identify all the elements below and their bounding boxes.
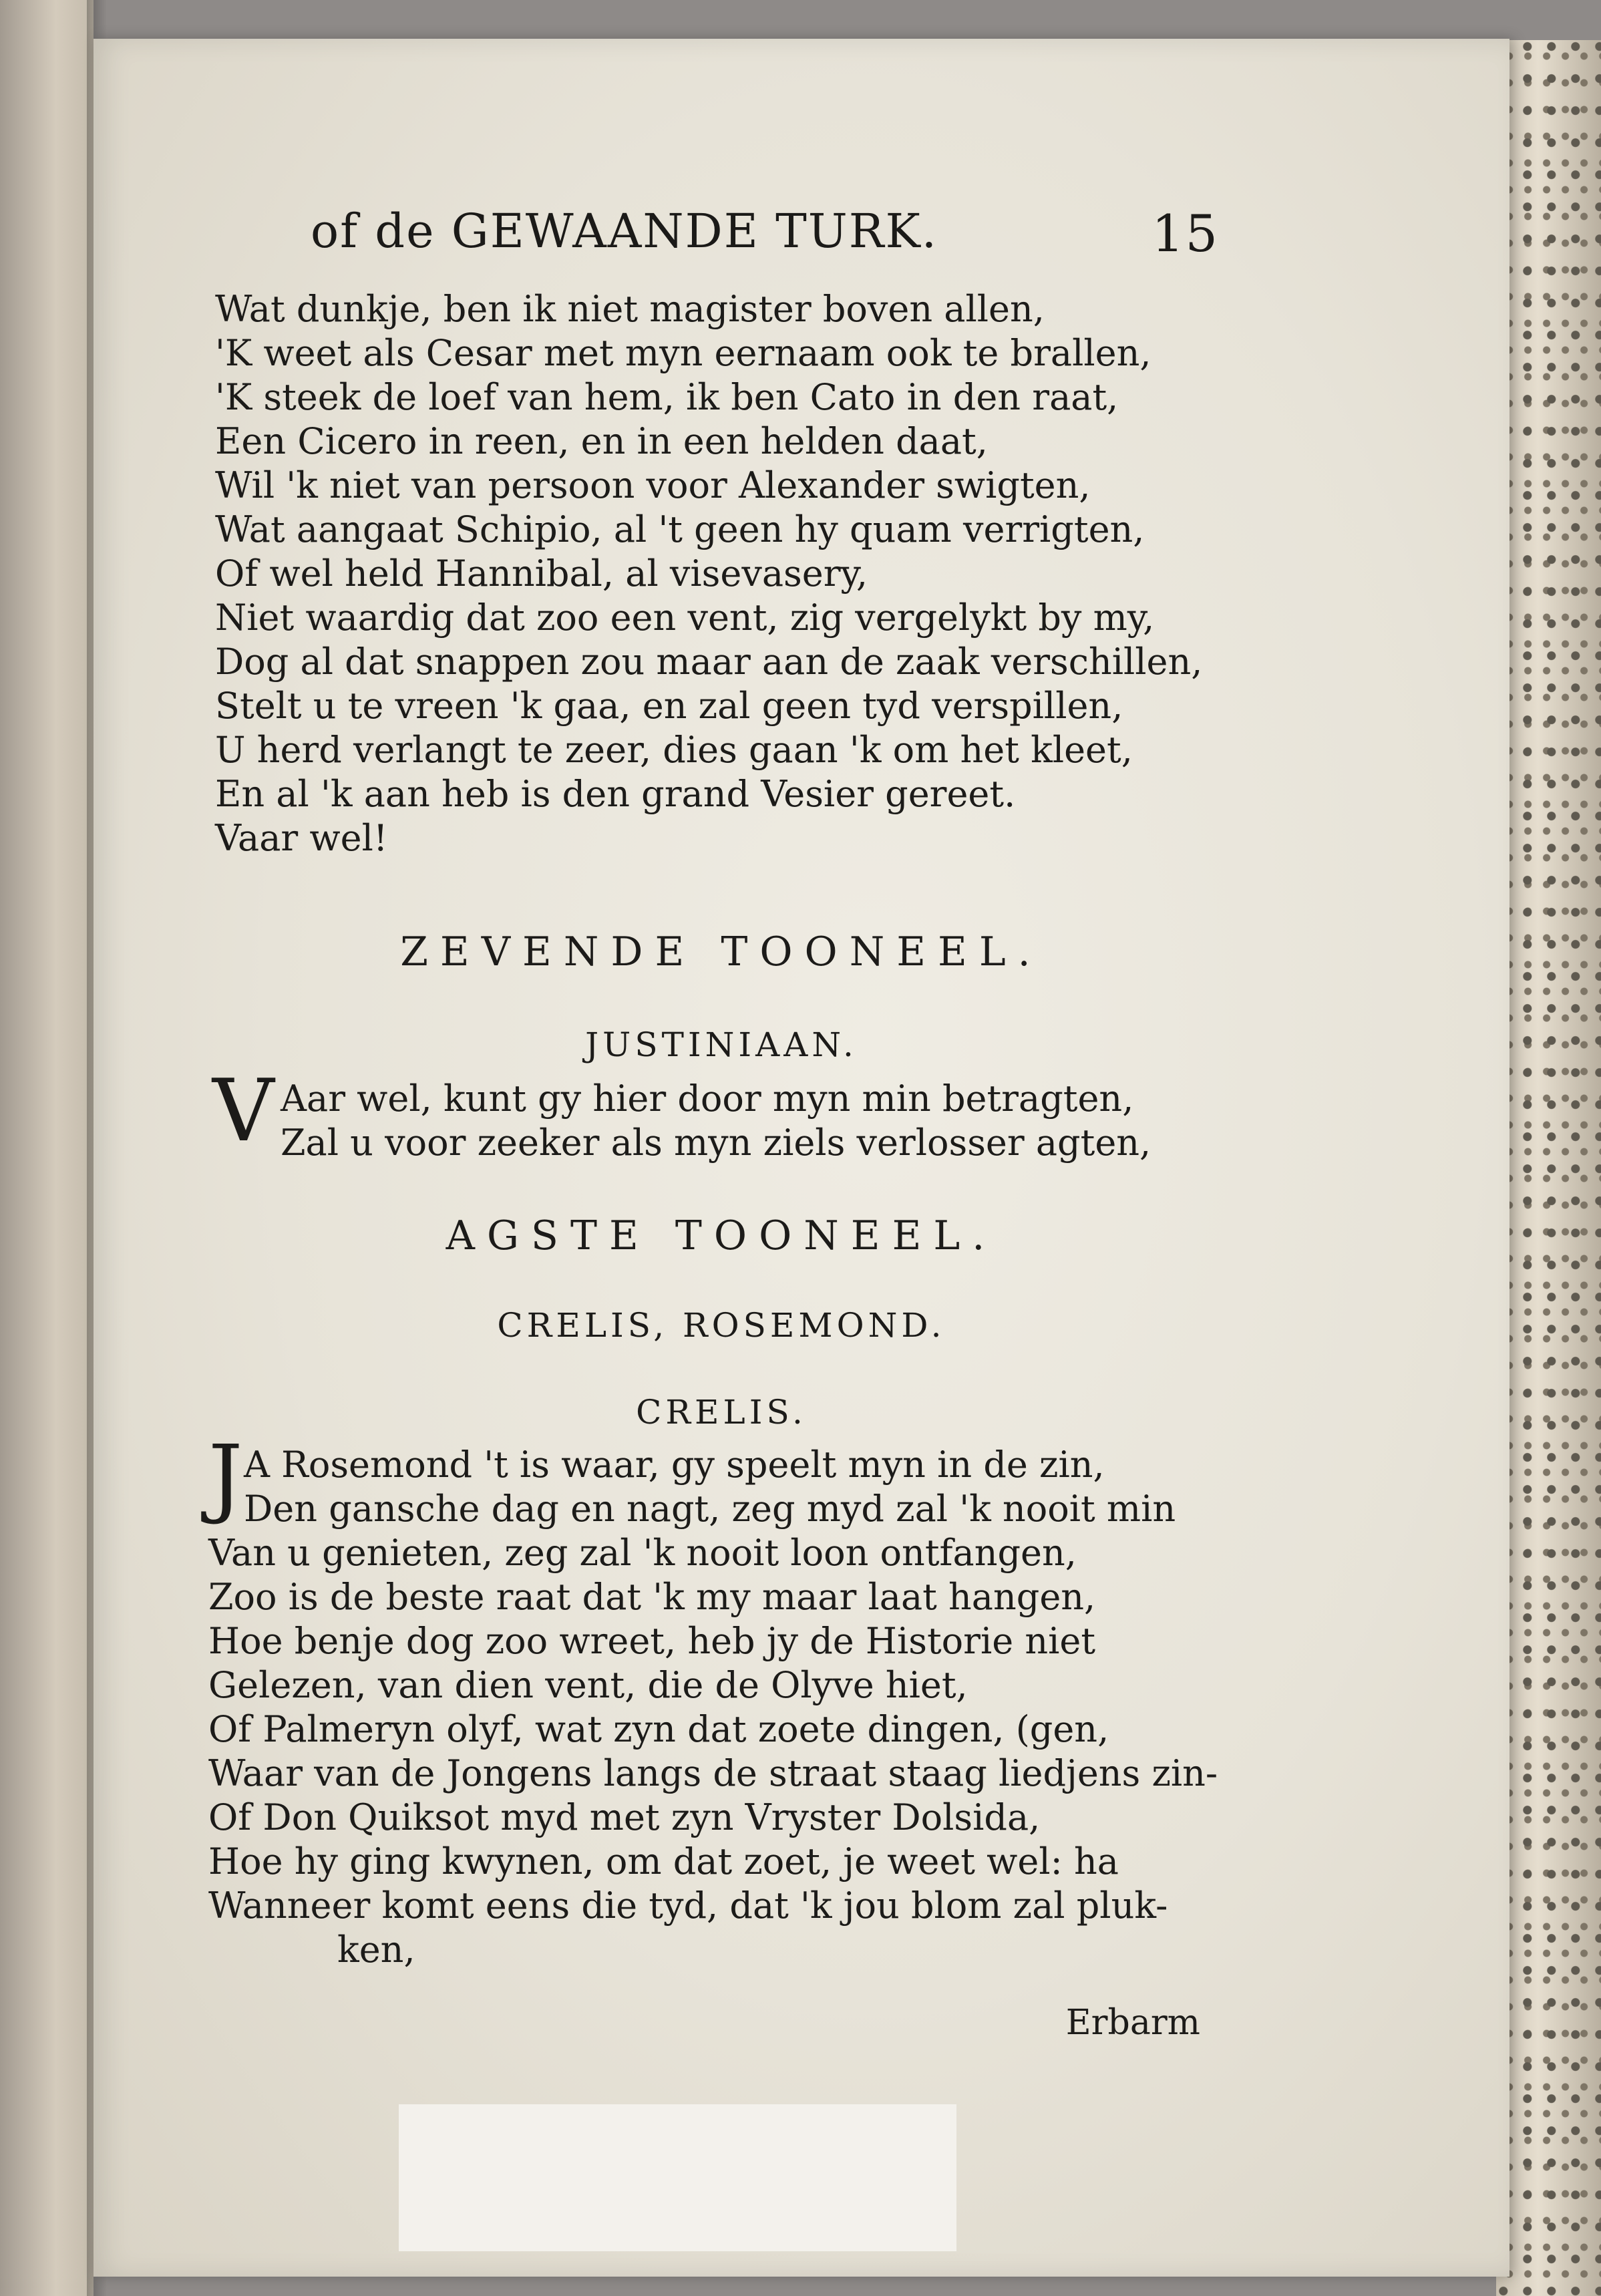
verse-line: 'K steek de loef van hem, ik ben Cato in den raat, <box>215 376 1119 418</box>
verse-line: Aar wel, kunt gy hier door myn min betragten, <box>281 1078 1134 1120</box>
blank-label-patch <box>399 2104 956 2251</box>
verse-line: Of wel held Hannibal, al visevasery, <box>215 552 868 595</box>
page-number: 15 <box>1151 204 1219 263</box>
verse-line: 'K weet als Cesar met myn eernaam ook te brallen, <box>215 332 1151 374</box>
speaker-name: CRELIS. <box>636 1393 807 1432</box>
facing-page-edge <box>0 0 94 2296</box>
verse-line: Zal u voor zeeker als myn ziels verlosser agten, <box>281 1122 1151 1164</box>
verse-line: Van u genieten, zeg zal 'k nooit loon ontfangen, <box>208 1532 1077 1574</box>
verse-line: En al 'k aan heb is den grand Vesier gereet. <box>215 773 1016 815</box>
verse-line: A Rosemond 't is waar, gy speelt myn in de zin, <box>244 1444 1105 1486</box>
verse-line: Wat dunkje, ben ik niet magister boven allen, <box>215 288 1045 330</box>
verse-line: Wanneer komt eens die tyd, dat 'k jou blom zal pluk- <box>208 1884 1168 1927</box>
verse-line: Wat aangaat Schipio, al 't geen hy quam verrigten, <box>215 508 1145 550</box>
verse-line: Niet waardig dat zoo een vent, zig vergelykt by my, <box>215 597 1155 639</box>
scene-heading: AGSTE TOONEEL. <box>446 1212 997 1259</box>
verse-line: Den gansche dag en nagt, zeg myd zal 'k nooit min <box>244 1488 1176 1530</box>
verse-line: Dog al dat snappen zou maar aan de zaak verschillen, <box>215 641 1203 683</box>
verse-line: Een Cicero in reen, en in een helden daat, <box>215 420 988 462</box>
scene-characters: CRELIS, ROSEMOND. <box>497 1306 946 1345</box>
running-head-title: of de GEWAANDE TURK. <box>311 204 938 259</box>
marbled-cover <box>1496 40 1601 2296</box>
verse-line: Stelt u te vreen 'k gaa, en zal geen tyd verspillen, <box>215 685 1123 727</box>
verse-line: Waar van de Jongens langs de straat staag liedjens zin- <box>208 1752 1218 1794</box>
catchword: Erbarm <box>1065 2003 1200 2043</box>
running-head <box>311 204 1219 264</box>
verse-line: U herd verlangt te zeer, dies gaan 'k om het kleet, <box>215 729 1133 771</box>
verse-line: Hoe hy ging kwynen, om dat zoet, je weet wel: ha <box>208 1840 1119 1882</box>
verse-line: Of Palmeryn olyf, wat zyn dat zoete dingen, (gen, <box>208 1708 1109 1750</box>
verse-line: ken, <box>337 1929 415 1971</box>
drop-cap: V <box>212 1061 275 1161</box>
verse-line: Zoo is de beste raat dat 'k my maar laat hangen, <box>208 1576 1096 1618</box>
verse-line: Gelezen, van dien vent, die de Olyve hiet, <box>208 1664 968 1706</box>
scene-heading: ZEVENDE TOONEEL. <box>400 929 1043 975</box>
speaker-name: JUSTINIAAN. <box>585 1025 858 1064</box>
verse-line: Hoe benje dog zoo wreet, heb jy de Historie niet <box>208 1620 1096 1662</box>
verse-line: Of Don Quiksot myd met zyn Vryster Dolsida, <box>208 1796 1041 1838</box>
verse-line: Vaar wel! <box>215 817 388 859</box>
verse-line: Wil 'k niet van persoon voor Alexander swigten, <box>215 464 1091 506</box>
drop-cap: J <box>208 1428 243 1527</box>
